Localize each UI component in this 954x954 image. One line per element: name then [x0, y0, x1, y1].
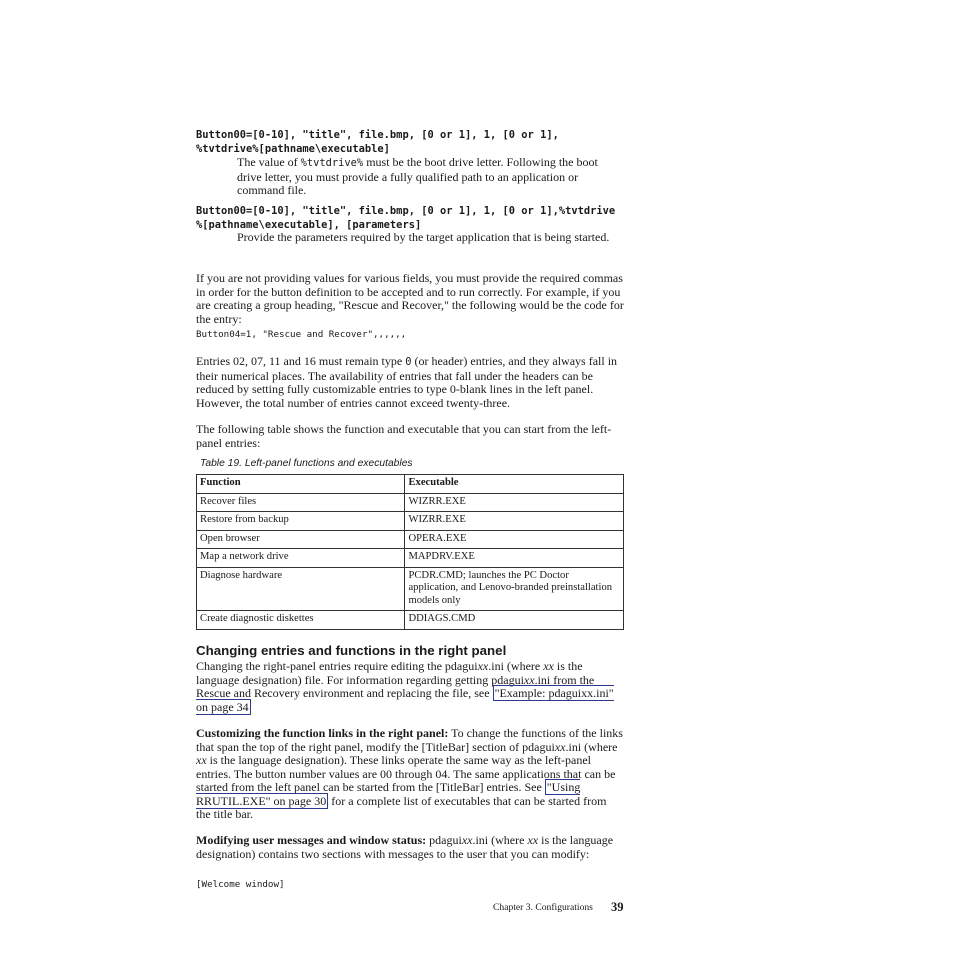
- code-syntax-2: [196, 204, 624, 232]
- paragraph: Modifying user messages and window status: pdaguixx.ini (where xx is the language designation) contains two sections with messages to the user that you can modify:: [196, 833, 614, 861]
- table-cell: WIZRR.EXE: [405, 493, 624, 512]
- table-row: [197, 611, 624, 630]
- definition-1: The value of %tvtdrive% must be the boot drive letter. Following the boot drive letter, you must provide a fully qualified path to an application or command file.: [237, 155, 598, 197]
- table-row: [197, 549, 624, 568]
- code-syntax-1: [196, 128, 624, 156]
- table-cell: Open browser: [197, 530, 405, 549]
- table-row: [197, 567, 624, 611]
- table-row: [197, 493, 624, 512]
- paragraph: Customizing the function links in the right panel: To change the functions of the links that span the top of the right panel, modify the [TitleBar] section of pdaguixx.ini (where xx is the language designation). These links operate the same way as the left-panel entries. The button number values are 00 through 04. The same applications that can be started from the left panel can be started from the [TitleBar] entries. See "Using RRUTIL.EXE" on page 30 for a complete list of executables that can be started from the title bar.: [196, 726, 623, 821]
- page-number: 39: [611, 900, 624, 914]
- code-line: Button00=[0-10], "title", file.bmp, [0 or 1], 1, [0 or 1],: [196, 129, 559, 141]
- table-cell: Create diagnostic diskettes: [197, 611, 405, 630]
- table-header-row: [197, 475, 624, 494]
- table-cell: DDIAGS.CMD: [405, 611, 624, 630]
- code-example: [Welcome window]: [196, 879, 285, 890]
- table-cell: Diagnose hardware: [197, 567, 405, 611]
- paragraph: If you are not providing values for various fields, you must provide the required commas in order for the button definition to be accepted and to run correctly. For example, if you are creating a group heading, "Rescue and Recover," the following would be the code for the entry:: [196, 271, 624, 326]
- code-example: Button04=1, "Rescue and Recover",,,,,,: [196, 329, 407, 340]
- table-cell: Recover files: [197, 493, 405, 512]
- run-in-heading: Modifying user messages and window status:: [196, 833, 427, 847]
- paragraph: Changing the right-panel entries require editing the pdaguixx.ini (where xx is the language designation) file. For information regarding getting pdaguixx.ini from the Rescue and Recovery environment and replacing the file, see "Example: pdaguixx.ini" on page 34: [196, 659, 614, 714]
- run-in-heading: Customizing the function links in the right panel:: [196, 726, 449, 740]
- table-row: [197, 530, 624, 549]
- paragraph: Entries 02, 07, 11 and 16 must remain type 0 (or header) entries, and they always fall in their numerical places. The availability of entries that fall under the headers can be reduced by setting fully customizable entries to type 0-blank lines in the left panel. However, the total number of entries cannot exceed twenty-three.: [196, 354, 618, 410]
- table-caption: Table 19. Left-panel functions and executables: [200, 458, 413, 469]
- chapter-label: Chapter 3. Configurations: [493, 902, 593, 913]
- cross-reference-link[interactable]: "Example: pdaguixx.ini" on page 34: [196, 686, 614, 714]
- cross-reference-link[interactable]: "Using RRUTIL.EXE" on page 30: [196, 780, 581, 808]
- definition-2: Provide the parameters required by the target application that is being started.: [237, 230, 610, 244]
- code-line: %tvtdrive%[pathname\executable]: [196, 143, 390, 155]
- table-cell: OPERA.EXE: [405, 530, 624, 549]
- section-heading: Changing entries and functions in the right panel: [196, 643, 507, 658]
- table-cell: Map a network drive: [197, 549, 405, 568]
- table-cell: WIZRR.EXE: [405, 512, 624, 531]
- table-cell: PCDR.CMD; launches the PC Doctor application, and Lenovo-branded preinstallation models only: [405, 567, 624, 611]
- functions-table: [196, 474, 624, 630]
- table-row: [197, 512, 624, 531]
- table-header: Executable: [405, 475, 624, 494]
- code-line: Button00=[0-10], "title", file.bmp, [0 or 1], 1, [0 or 1],%tvtdrive: [196, 205, 616, 217]
- paragraph: The following table shows the function and executable that you can start from the left-panel entries:: [196, 422, 612, 450]
- table-header: Function: [197, 475, 405, 494]
- page-footer: [493, 900, 624, 914]
- table-cell: Restore from backup: [197, 512, 405, 531]
- table-cell: MAPDRV.EXE: [405, 549, 624, 568]
- code-line: %[pathname\executable], [parameters]: [196, 219, 422, 231]
